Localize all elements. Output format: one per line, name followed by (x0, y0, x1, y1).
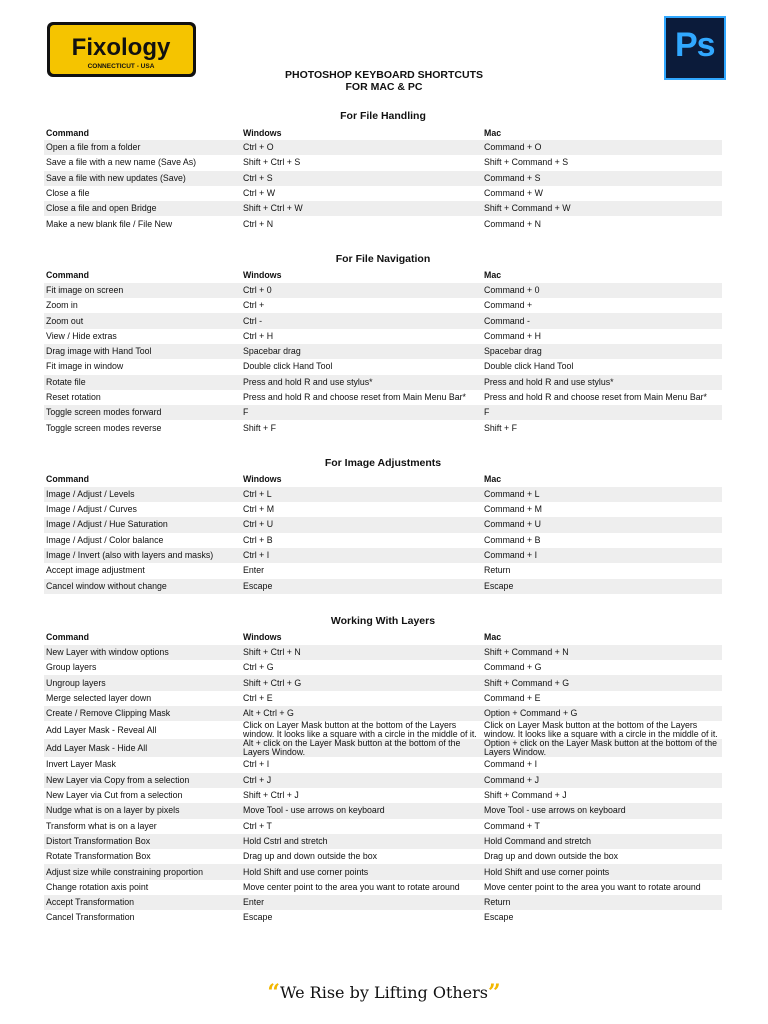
windows-cell: Alt + click on the Layer Mask button at the bottom of the Layers Window. (241, 739, 482, 757)
windows-cell: Ctrl + L (241, 487, 482, 502)
command-cell: Image / Adjust / Color balance (46, 534, 164, 545)
table-row (44, 788, 722, 803)
table-row (44, 548, 722, 563)
section (44, 107, 722, 232)
shortcut-table (44, 472, 722, 594)
table-row (44, 773, 722, 788)
column-header-windows: Windows (243, 127, 282, 138)
windows-cell: Enter (243, 565, 265, 576)
command-cell: Fit image on screen (44, 283, 241, 298)
windows-cell: Ctrl + I (243, 759, 270, 770)
table-row (44, 405, 722, 420)
table-header-row (44, 125, 722, 140)
windows-cell: Enter (241, 895, 482, 910)
column-header-windows: Windows (243, 632, 282, 643)
command-cell: Add Layer Mask - Hide All (44, 739, 241, 757)
command-cell: Close a file and open Bridge (44, 201, 241, 216)
command-cell: Invert Layer Mask (46, 759, 116, 770)
column-header-mac: Mac (484, 632, 502, 643)
windows-cell: Press and hold R and use stylus* (241, 375, 482, 390)
footer-text: We Rise by Lifting Others (279, 983, 488, 1002)
command-cell: Adjust size while constraining proportion (44, 864, 241, 879)
windows-cell: Ctrl + N (243, 218, 274, 229)
table-row (44, 201, 722, 216)
title-line-1: PHOTOSHOP KEYBOARD SHORTCUTS (285, 69, 483, 81)
column-header-command: Command (46, 474, 90, 485)
command-cell: Accept Transformation (44, 895, 241, 910)
command-cell: Add Layer Mask - Reveal All (46, 724, 157, 735)
windows-cell: F (241, 405, 482, 420)
mac-cell: Command + U (482, 517, 722, 532)
mac-cell: Drag up and down outside the box (484, 851, 619, 862)
command-cell: Drag image with Hand Tool (44, 344, 241, 359)
title-line-2: FOR MAC & PC (345, 81, 423, 93)
mac-cell: Option + click on the Layer Mask button at the bottom of the Layers Window. (482, 739, 722, 757)
mac-cell: Return (482, 895, 722, 910)
shortcut-table (44, 630, 722, 926)
ps-icon-label: Ps (675, 26, 715, 64)
command-cell: New Layer with window options (44, 645, 241, 660)
windows-cell: Click on Layer Mask button at the bottom of the Layers window. It looks like a square with a circle in the middle of it. (243, 720, 477, 740)
table-row (44, 819, 722, 834)
windows-cell: Ctrl + 0 (241, 283, 482, 298)
table-row (44, 344, 722, 359)
section (44, 612, 722, 926)
windows-cell: Move center point to the area you want to rotate around (243, 881, 460, 892)
command-cell: View / Hide extras (46, 330, 117, 341)
command-cell: Image / Adjust / Hue Saturation (44, 517, 241, 532)
mac-cell: Escape (482, 579, 722, 594)
mac-cell: Command + (484, 300, 533, 311)
column-header-mac: Mac (484, 127, 502, 138)
table-row (44, 864, 722, 879)
command-cell: Create / Remove Clipping Mask (44, 706, 241, 721)
mac-cell: Command + I (482, 548, 722, 563)
table-row (44, 487, 722, 502)
mac-cell: Command + G (484, 662, 542, 673)
mac-cell: Command + L (482, 487, 722, 502)
windows-cell: Ctrl + O (241, 140, 482, 155)
command-cell: Open a file from a folder (44, 140, 241, 155)
table-row (44, 579, 722, 594)
mac-cell: Command - (482, 313, 722, 328)
windows-cell: Shift + Ctrl + S (243, 157, 301, 168)
command-cell: Group layers (46, 662, 97, 673)
table-row (44, 375, 722, 390)
column-header-command: Command (46, 127, 90, 138)
windows-cell: Shift + Ctrl + J (243, 790, 299, 801)
mac-cell: Click on Layer Mask button at the bottom of the Layers window. It looks like a square with a circle in the middle of it. (484, 720, 718, 740)
table-row (44, 517, 722, 532)
table-row (44, 216, 722, 231)
windows-cell: Ctrl + E (243, 692, 273, 703)
windows-cell: Press and hold R and choose reset from Main Menu Bar* (243, 392, 466, 402)
windows-cell: Ctrl + S (241, 171, 482, 186)
command-cell: Fit image in window (46, 361, 124, 372)
command-cell: Close a file (46, 188, 90, 199)
command-cell: Rotate file (44, 375, 241, 390)
mac-cell: F (482, 405, 722, 420)
table-row (44, 329, 722, 344)
mac-cell: Hold Shift and use corner points (482, 864, 722, 879)
windows-cell: Ctrl + U (241, 517, 482, 532)
command-cell: Toggle screen modes reverse (46, 422, 162, 433)
command-cell: Zoom in (46, 300, 78, 311)
windows-cell: Ctrl + G (243, 662, 274, 673)
windows-cell: Ctrl + T (243, 820, 272, 831)
mac-cell: Hold Command and stretch (482, 834, 722, 849)
windows-cell: Escape (243, 912, 273, 923)
mac-cell: Command + H (484, 330, 541, 341)
table-row (44, 880, 722, 895)
logo-subtitle: CONNECTICUT - USA (87, 63, 155, 70)
windows-cell: Shift + Ctrl + N (241, 645, 482, 660)
column-header-mac: Mac (484, 270, 502, 281)
section-title: For File Navigation (335, 252, 431, 265)
table-row (44, 849, 722, 864)
table-row (44, 721, 722, 739)
mac-cell: Shift + Command + S (484, 157, 569, 168)
mac-cell: Double click Hand Tool (484, 361, 574, 372)
command-cell: Change rotation axis point (46, 881, 149, 892)
mac-cell: Command + N (484, 218, 541, 229)
command-cell: Image / Adjust / Curves (46, 504, 137, 515)
windows-cell: Hold Cstrl and stretch (241, 834, 482, 849)
mac-cell: Move center point to the area you want to rotate around (484, 881, 701, 892)
mac-cell: Move Tool - use arrows on keyboard (482, 803, 722, 818)
windows-cell: Escape (241, 579, 482, 594)
windows-cell: Ctrl + W (243, 188, 276, 199)
column-header-windows: Windows (243, 270, 282, 281)
windows-cell: Ctrl - (241, 313, 482, 328)
command-cell: Toggle screen modes forward (44, 405, 241, 420)
shortcut-table (44, 125, 722, 232)
command-cell: New Layer via Cut from a selection (46, 790, 183, 801)
table-row (44, 739, 722, 757)
table-row (44, 155, 722, 170)
mac-cell: Press and hold R and choose reset from Main Menu Bar* (484, 392, 707, 402)
table-row (44, 834, 722, 849)
mac-cell: Command + W (484, 188, 543, 199)
table-row (44, 283, 722, 298)
command-cell: Image / Adjust / Levels (44, 487, 241, 502)
logo-name: Fixology (71, 34, 171, 61)
windows-cell: Ctrl + M (243, 504, 275, 515)
mac-cell: Shift + Command + J (484, 790, 567, 801)
command-cell: New Layer via Copy from a selection (44, 773, 241, 788)
mac-cell: Option + Command + G (482, 706, 722, 721)
table-row (44, 186, 722, 201)
mac-cell: Command + M (484, 504, 542, 515)
command-cell: Cancel window without change (44, 579, 241, 594)
close-quote-mark: ” (488, 980, 501, 1006)
table-row (44, 502, 722, 517)
section-title: Working With Layers (330, 614, 436, 627)
windows-cell: Double click Hand Tool (243, 361, 333, 372)
command-cell: Make a new blank file / File New (46, 218, 173, 229)
table-row (44, 390, 722, 405)
windows-cell: Ctrl + H (243, 330, 274, 341)
section (44, 454, 722, 594)
mac-cell: Command + B (484, 534, 541, 545)
table-header-row (44, 268, 722, 283)
table-row (44, 691, 722, 706)
table-row (44, 298, 722, 313)
table-row (44, 140, 722, 155)
table-row (44, 645, 722, 660)
command-cell: Distort Transformation Box (44, 834, 241, 849)
table-row (44, 359, 722, 374)
section-title: For Image Adjustments (324, 456, 442, 469)
table-row (44, 895, 722, 910)
table-row (44, 420, 722, 435)
open-quote-mark: “ (267, 980, 280, 1006)
mac-cell: Escape (484, 912, 514, 923)
column-header-mac: Mac (484, 474, 502, 485)
table-row (44, 171, 722, 186)
table-row (44, 757, 722, 772)
command-cell: Rotate Transformation Box (46, 851, 151, 862)
table-row (44, 675, 722, 690)
command-cell: Reset rotation (46, 392, 101, 402)
footer-quote (0, 980, 768, 1006)
mac-cell: Shift + F (484, 422, 518, 433)
windows-cell: Shift + Ctrl + W (241, 201, 482, 216)
mac-cell: Shift + Command + G (482, 675, 722, 690)
mac-cell: Command + J (482, 773, 722, 788)
table-row (44, 803, 722, 818)
command-cell: Ungroup layers (44, 675, 241, 690)
command-cell: Cancel Transformation (46, 912, 135, 923)
table-header-row (44, 630, 722, 645)
windows-cell: Shift + F (243, 422, 277, 433)
windows-cell: Drag up and down outside the box (243, 851, 378, 862)
windows-cell: Spacebar drag (241, 344, 482, 359)
command-cell: Merge selected layer down (46, 692, 152, 703)
table-row (44, 563, 722, 578)
mac-cell: Command + E (484, 692, 541, 703)
mac-cell: Command + S (482, 171, 722, 186)
section (44, 250, 722, 436)
table-row (44, 910, 722, 925)
command-cell: Image / Invert (also with layers and masks) (44, 548, 241, 563)
mac-cell: Command + T (484, 820, 540, 831)
windows-cell: Move Tool - use arrows on keyboard (241, 803, 482, 818)
windows-cell: Shift + Ctrl + G (241, 675, 482, 690)
windows-cell: Ctrl + J (241, 773, 482, 788)
mac-cell: Press and hold R and use stylus* (482, 375, 722, 390)
page-title (0, 69, 768, 93)
table-header-row (44, 472, 722, 487)
table-row (44, 706, 722, 721)
shortcut-table (44, 268, 722, 436)
command-cell: Transform what is on a layer (46, 820, 157, 831)
command-cell: Accept image adjustment (46, 565, 145, 576)
command-cell: Zoom out (44, 313, 241, 328)
windows-cell: Alt + Ctrl + G (241, 706, 482, 721)
mac-cell: Command + 0 (482, 283, 722, 298)
mac-cell: Command + I (484, 759, 538, 770)
command-cell: Save a file with a new name (Save As) (46, 157, 197, 168)
command-cell: Save a file with new updates (Save) (44, 171, 241, 186)
column-header-windows: Windows (243, 474, 282, 485)
mac-cell: Shift + Command + N (482, 645, 722, 660)
section-title: For File Handling (340, 110, 426, 122)
table-row (44, 533, 722, 548)
windows-cell: Ctrl + B (243, 534, 273, 545)
mac-cell: Shift + Command + W (482, 201, 722, 216)
mac-cell: Command + O (482, 140, 722, 155)
table-row (44, 313, 722, 328)
mac-cell: Return (484, 565, 511, 576)
mac-cell: Spacebar drag (482, 344, 722, 359)
command-cell: Nudge what is on a layer by pixels (44, 803, 241, 818)
windows-cell: Ctrl + (243, 300, 265, 311)
table-row (44, 660, 722, 675)
column-header-command: Command (46, 632, 90, 643)
shortcut-sections (44, 107, 722, 944)
windows-cell: Hold Shift and use corner points (241, 864, 482, 879)
column-header-command: Command (46, 270, 90, 281)
windows-cell: Ctrl + I (241, 548, 482, 563)
